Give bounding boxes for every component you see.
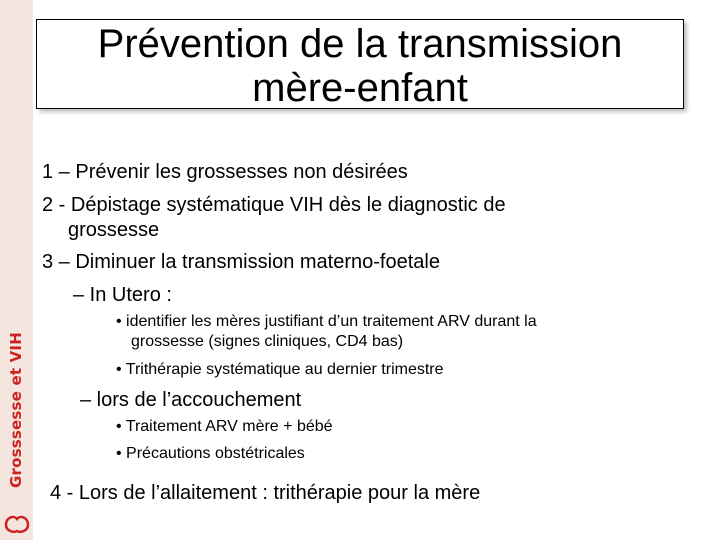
slide-title-line-2: mère-enfant (252, 66, 468, 110)
list-item: grossesse (signes cliniques, CD4 bas) (131, 333, 404, 350)
list-item: grossesse (68, 219, 160, 241)
slide-title-line-1: Prévention de la transmission (97, 22, 623, 66)
list-item: 3 – Diminuer la transmission materno-foetale (42, 251, 440, 273)
list-item: 2 - Dépistage systématique VIH dès le diagnostic de (42, 194, 506, 216)
list-item: • Précautions obstétricales (116, 445, 305, 462)
list-item: 1 – Prévenir les grossesses non désirées (42, 161, 408, 183)
sidebar-label: Grosssesse et VIH (7, 332, 25, 488)
list-item: – In Utero : (73, 284, 172, 306)
list-item: 4 - Lors de l’allaitement : trithérapie pour la mère (50, 482, 481, 504)
list-item: • identifier les mères justifiant d’un traitement ARV durant la (116, 313, 537, 330)
list-item: • Trithérapie systématique au dernier trimestre (116, 361, 444, 378)
list-item: • Traitement ARV mère + bébé (116, 418, 333, 435)
list-item: – lors de l’accouchement (80, 389, 302, 411)
